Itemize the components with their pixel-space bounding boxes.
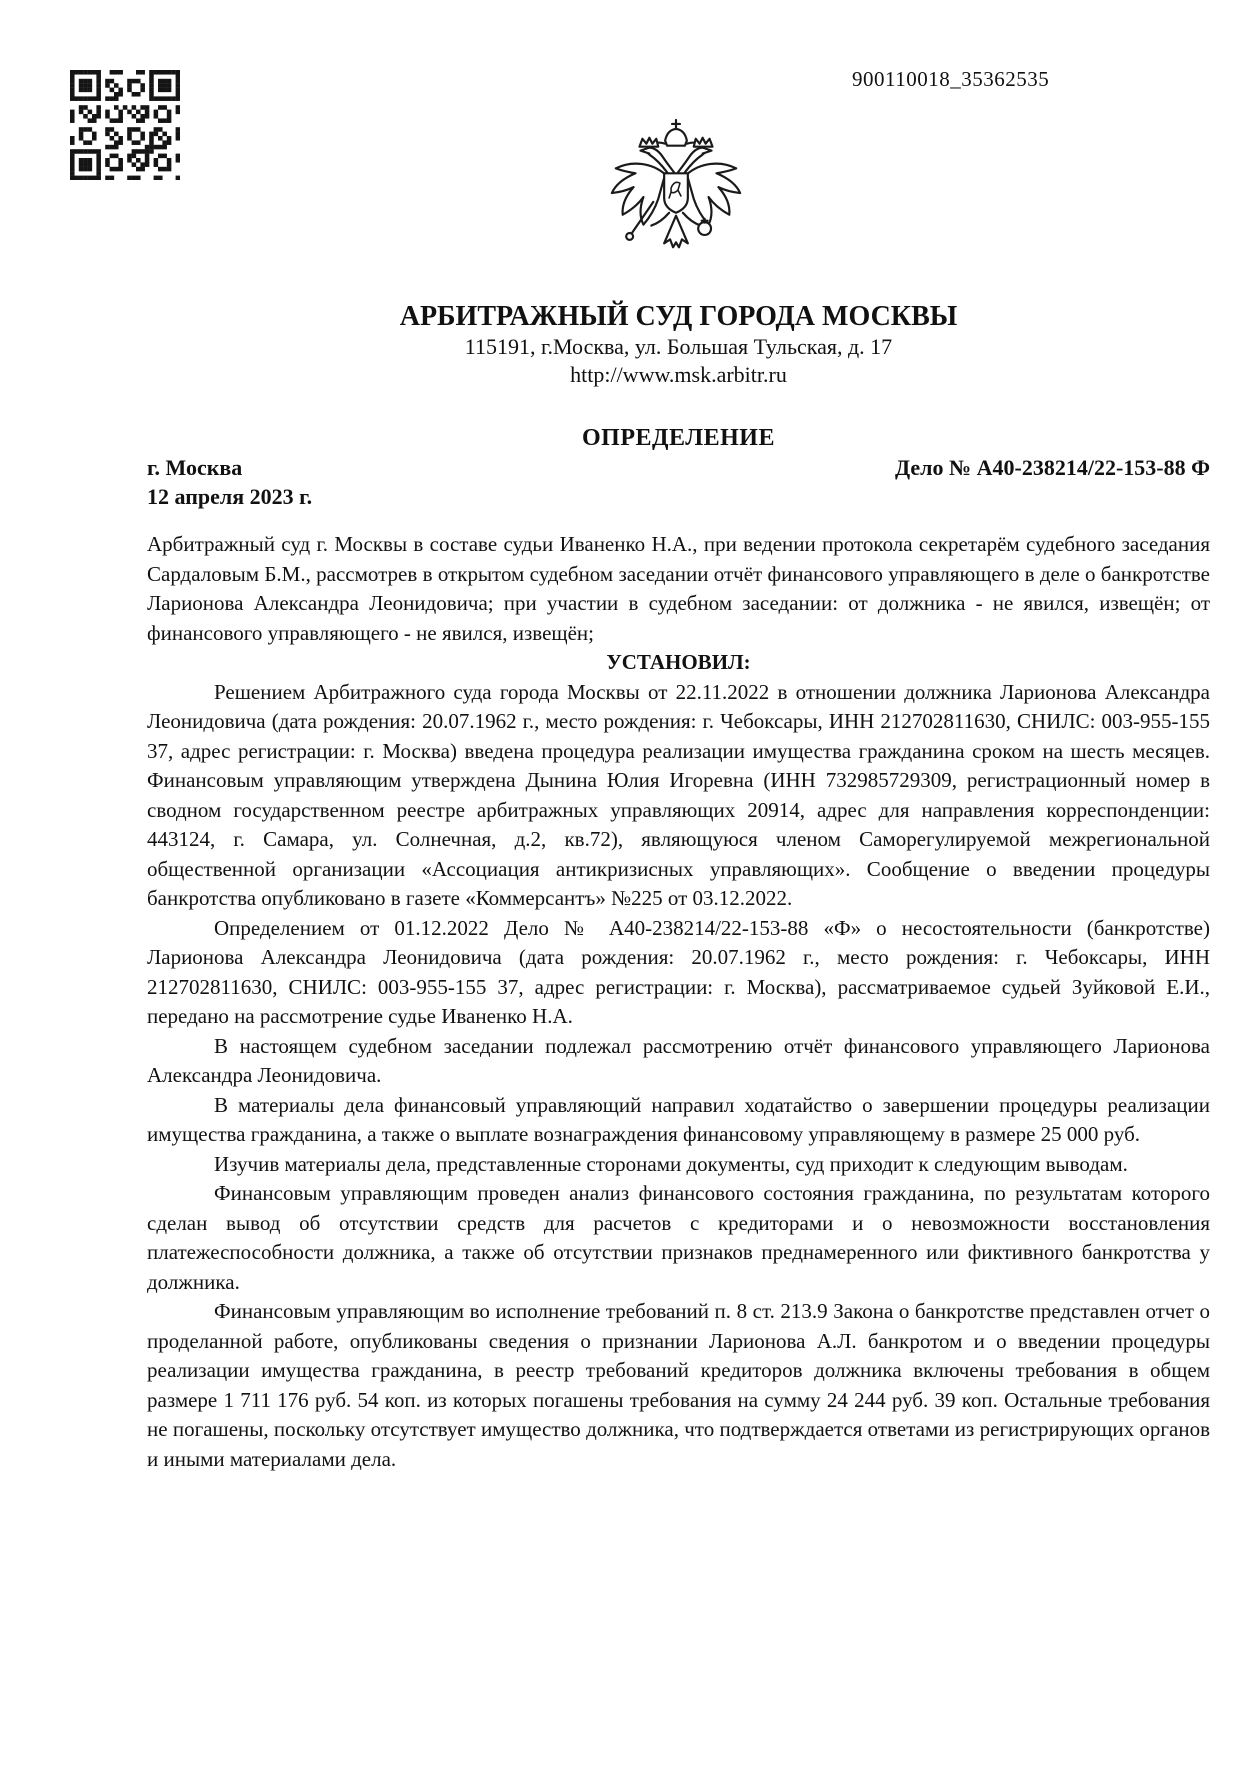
resolution-heading: УСТАНОВИЛ: [606,650,751,674]
issue-city: г. Москва [147,455,243,480]
body-paragraph: Финансовым управляющим проведен анализ финансового состояния гражданина, по результатам которого сделан вывод об отсутствии средств для расчетов с кредиторами и о невозможности восстановления платежеспособности должника, а также об отсутствии признаков преднамеренного или фиктивного банкротства у должника. [147,1181,1210,1294]
body-paragraph: Изучив материалы дела, представленные сторонами документы, суд приходит к следующим выводам. [214,1151,1128,1176]
preamble-paragraph: Арбитражный суд г. Москвы в составе судьи Иваненко Н.А., при ведении протокола секретарём судебного заседания Сардаловым Б.М., рассмотрев в открытом судебном заседании отчёт финансового управляющего в деле о банкротстве Ларионова Александра Леонидовича; при участии в судебном заседании: от должника - не явился, извещён; от финансового управляющего - не явился, извещён; [147,532,1210,645]
body-paragraph: Решением Арбитражного суда города Москвы от 22.11.2022 в отношении должника Ларионова Александра Леонидовича (дата рождения: 20.07.1962 г., место рождения: г. Чебоксары, ИНН 212702811630, СНИЛС: 003-955-155 37, адрес регистрации: г. Москва) введена процедура реализации имущества гражданина сроком на шесть месяцев. Финансовым управляющим утверждена Дынина Юлия Игоревна (ИНН 732985729309, регистрационный номер в сводном государственном реестре арбитражных управляющих 20914, адрес для направления корреспонденции: 443124, г. Самара, ул. Солнечная, д.2, кв.72), являющуюся членом Саморегулируемой межрегиональной общественной организации «Ассоциация антикризисных управляющих». Сообщение о введении процедуры банкротства опубликовано в газете «Коммерсантъ» №225 от 03.12.2022. [147,679,1210,910]
document-body [147,0,1210,1474]
body-paragraph: Определением от 01.12.2022 Дело № А40-238214/22-153-88 «Ф» о несостоятельности (банкротстве) Ларионова Александра Леонидовича (дата рождения: 20.07.1962 г., место рождения: г. Чебоксары, ИНН 212702811630, СНИЛС: 003-955-155 37, адрес регистрации: г. Москва), рассматриваемое судьей Зуйковой Е.И., передано на рассмотрение судье Иваненко Н.А. [147,915,1210,1028]
body-paragraph: Финансовым управляющим во исполнение требований п. 8 ст. 213.9 Закона о банкротстве представлен отчет о проделанной работе, опубликованы сведения о признании Ларионова А.Л. банкротом и о введении процедуры реализации имущества гражданина, в реестр требований кредиторов должника включены требования в общем размере 1 711 176 руб. 54 коп. из которых погашены требования на сумму 24 244 руб. 39 коп. Остальные требования не погашены, поскольку отсутствует имущество должника, что подтверждается ответами из регистрирующих органов и иными материалами дела. [147,1299,1210,1471]
body-paragraph: В материалы дела финансовый управляющий направил ходатайство о завершении процедуры реализации имущества гражданина, а также о выплате вознаграждения финансовому управляющему в размере 25 000 руб. [147,1092,1210,1146]
document-type-heading: ОПРЕДЕЛЕНИЕ [582,425,775,451]
court-website: http://www.msk.arbitr.ru [570,362,787,387]
document-id: 900110018_35362535 [852,67,1050,91]
body-paragraph: В настоящем судебном заседании подлежал рассмотрению отчёт финансового управляющего Ларионова Александра Леонидовича. [147,1033,1210,1087]
issue-date: 12 апреля 2023 г. [147,484,313,509]
court-name: АРБИТРАЖНЫЙ СУД ГОРОДА МОСКВЫ [399,301,958,332]
case-number: Дело № А40-238214/22-153-88 Ф [895,455,1210,480]
court-address: 115191, г.Москва, ул. Большая Тульская, д. 17 [464,334,893,359]
case-header-row [147,453,1210,482]
